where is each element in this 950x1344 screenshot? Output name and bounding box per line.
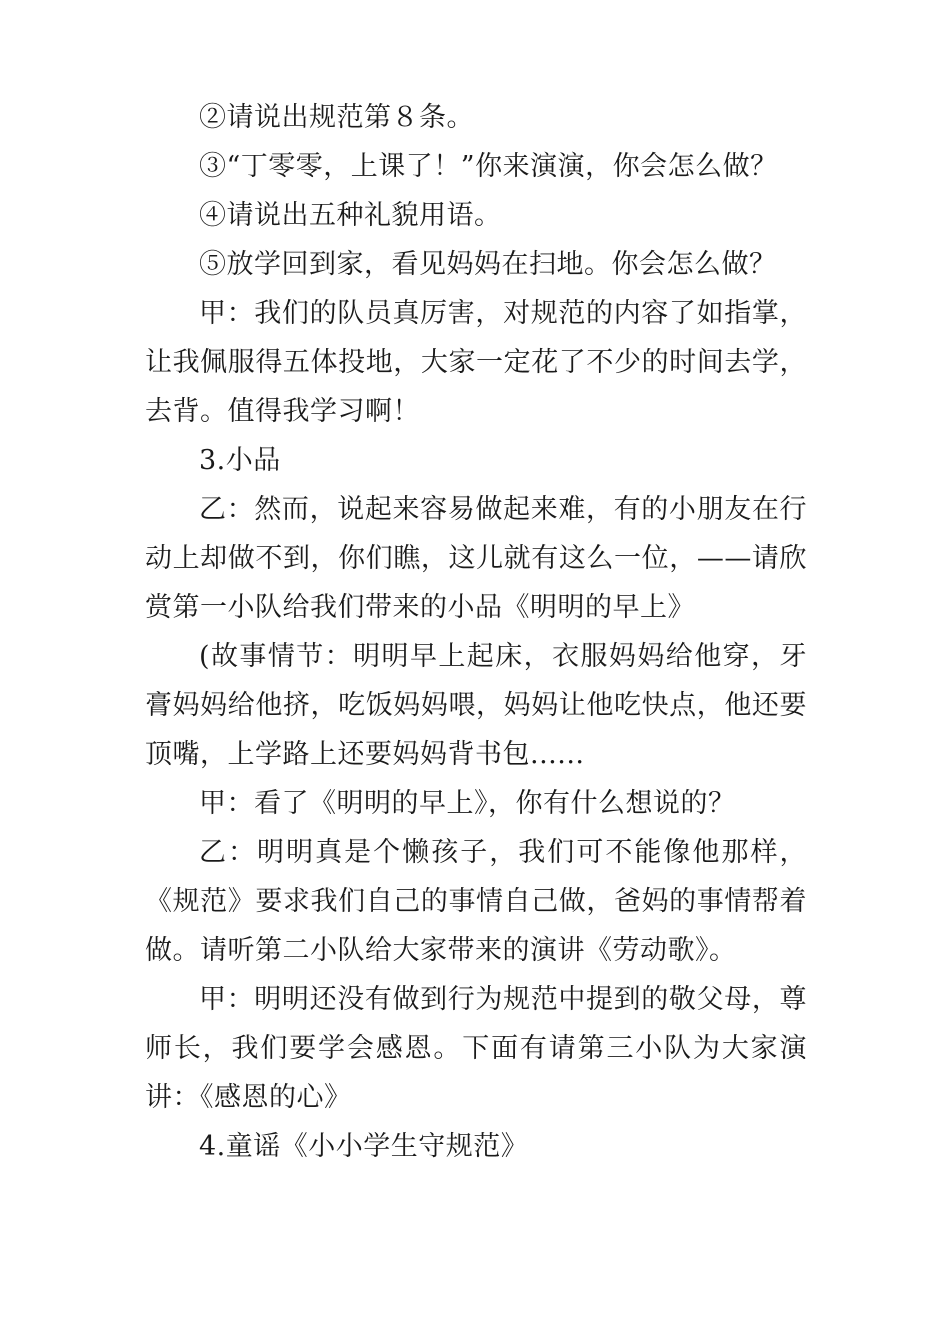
document-body: [145, 93, 807, 1171]
paragraph-question-5: ⑤放学回到家，看见妈妈在扫地。你会怎么做？: [199, 249, 777, 280]
paragraph-jia-praise: 甲：我们的队员真厉害，对规范的内容了如指掌，让我佩服得五体投地，大家一定花了不少的时间去学，去背。值得我学习啊！: [145, 298, 807, 427]
paragraph-story-plot: (故事情节：明明早上起床，衣服妈妈给他穿，牙膏妈妈给他挤，吃饭妈妈喂，妈妈让他吃快点，他还要顶嘴，上学路上还要妈妈背书包......: [145, 641, 807, 770]
paragraph-yi-labor-song: 乙：明明真是个懒孩子，我们可不能像他那样，《规范》要求我们自己的事情自己做，爸妈的事情帮着做。请听第二小队给大家带来的演讲《劳动歌》。: [145, 837, 807, 966]
paragraph-yi-intro-skit: 乙：然而，说起来容易做起来难，有的小朋友在行动上却做不到，你们瞧，这儿就有这么一位，——请欣赏第一小队给我们带来的小品《明明的早上》: [145, 494, 807, 623]
paragraph-jia-gratitude: 甲：明明还没有做到行为规范中提到的敬父母，尊师长，我们要学会感恩。下面有请第三小队为大家演讲：《感恩的心》: [145, 984, 807, 1113]
paragraph-jia-question: 甲：看了《明明的早上》，你有什么想说的？: [199, 788, 736, 819]
section-heading-skit: 3.小品: [199, 445, 281, 476]
section-heading-rhyme: 4.童谣《小小学生守规范》: [199, 1131, 529, 1162]
paragraph-question-4: ④请说出五种礼貌用语。: [199, 200, 502, 231]
paragraph-question-2: ②请说出规范第８条。: [199, 102, 474, 133]
paragraph-question-3: ③“丁零零，上课了！”你来演演，你会怎么做？: [199, 151, 778, 182]
